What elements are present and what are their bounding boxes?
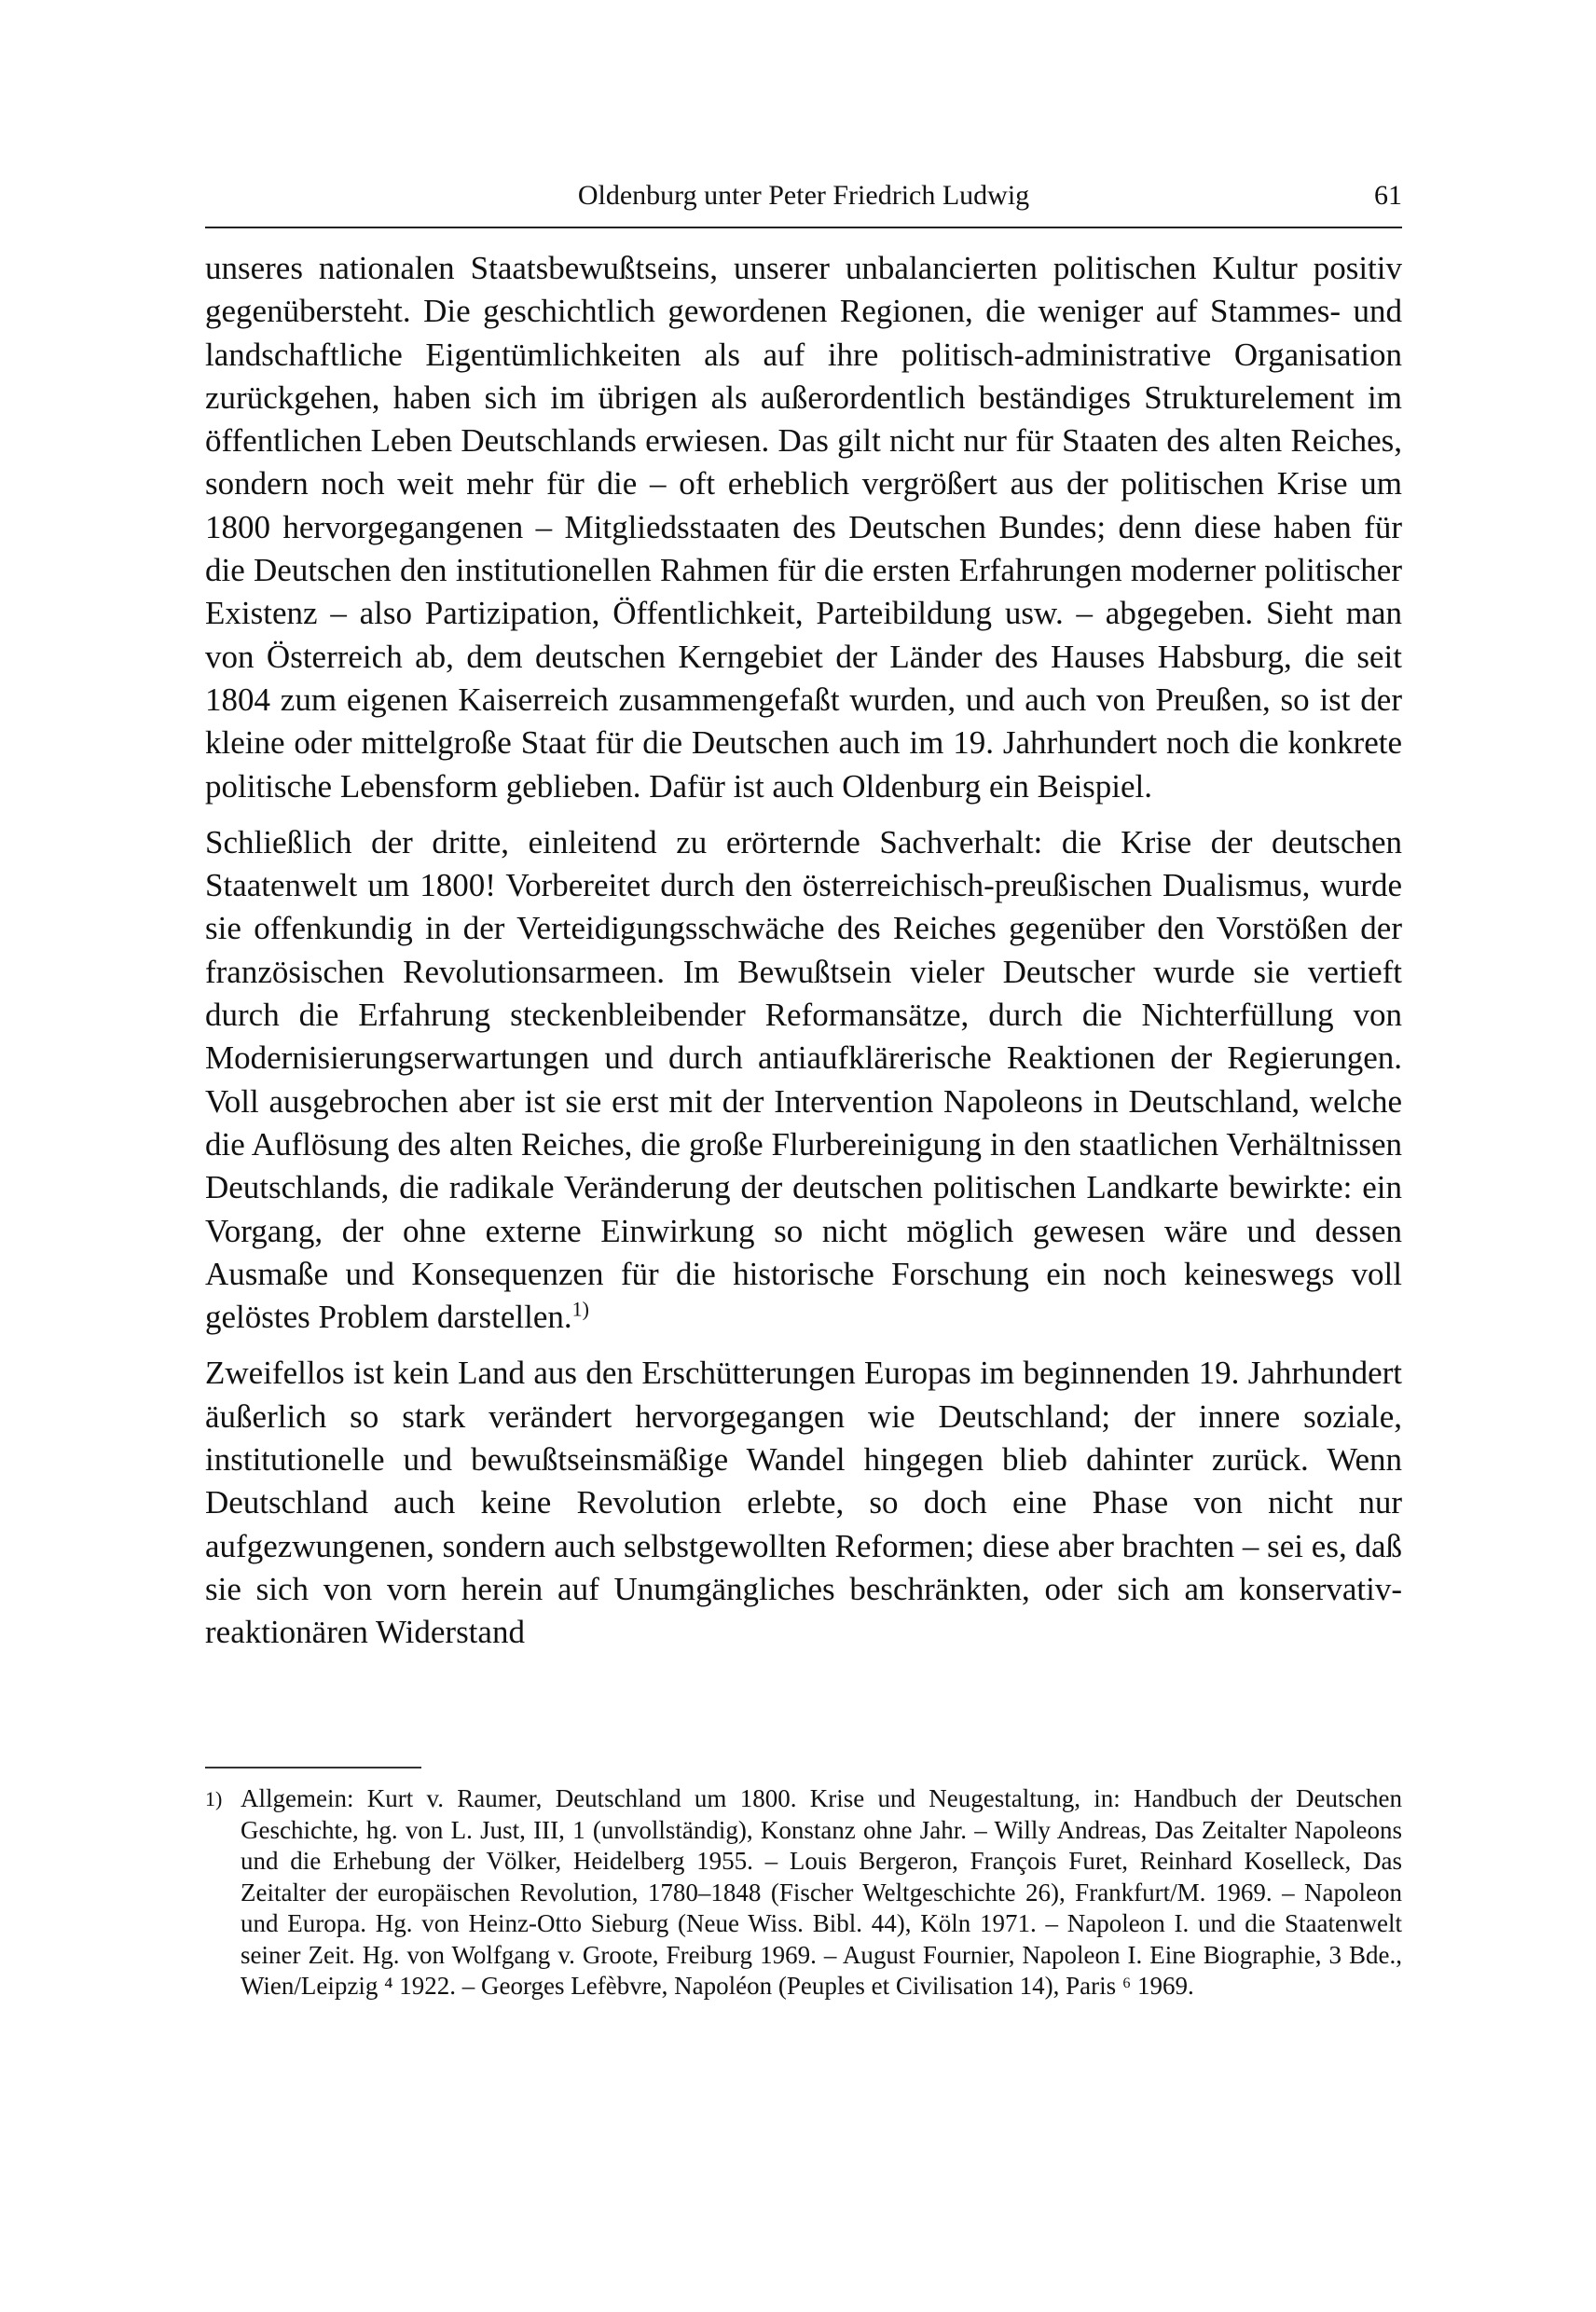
header-rule — [205, 227, 1402, 228]
body-text — [205, 247, 1402, 1668]
running-title: Oldenburg unter Peter Friedrich Ludwig — [577, 180, 1030, 211]
document-page — [205, 0, 1402, 2312]
page-number: 61 — [1374, 180, 1402, 211]
footnote-text: Allgemein: Kurt v. Raumer, Deutschland um 1800. Krise und Neugestaltung, in: Handbuch der Deutschen Geschichte, hg. von L. Just, III, 1 (unvollständig), Konstanz ohne Jahr. – Willy Andreas, Das Zeitalter Napoleons und die Erhebung der Völker, Heidelberg 1955. – Louis Bergeron, François Furet, Reinhard Koselleck, Das Zeitalter der europäischen Revolution, 1780–1848 (Fischer Weltgeschichte 26), Frankfurt/M. 1969. – Napoleon und Europa. Hg. von Heinz-Otto Sieburg (Neue Wiss. Bibl. 44), Köln 1971. – Napoleon I. und die Staatenwelt seiner Zeit. Hg. von Wolfgang v. Groote, Freiburg 1969. – August Fournier, Napoleon I. Eine Biographie, 3 Bde., Wien/Leipzig ⁴ 1922. – Georges Lefèbvre, Napoléon (Peuples et Civilisation 14), Paris ⁶ 1969. — [241, 1784, 1402, 2000]
footnote-1 — [205, 1783, 1402, 2002]
footnote-reference: 1) — [571, 1297, 589, 1321]
paragraph-3: Zweifellos ist kein Land aus den Erschütterungen Europas im beginnenden 19. Jahrhundert äußerlich so stark verändert hervorgegangen wie Deutschland; der innere soziale, institutionelle und bewußtseinsmäßige Wandel hingegen blieb dahinter zurück. Wenn Deutschland auch keine Revolution erlebte, so doch eine Phase von nicht nur aufgezwungenen, sondern auch selbstgewollten Reformen; diese aber brachten – sei es, daß sie sich von vorn herein auf Unumgängliches beschränkten, oder sich am konservativ-reaktionären Widerstand — [205, 1355, 1402, 1651]
paragraph-2 — [205, 821, 1402, 1340]
running-head — [205, 175, 1402, 216]
paragraph-1: unseres nationalen Staatsbewußtseins, unserer unbalancierten politischen Kultur positiv gegenübersteht. Die geschichtlich gewordenen Regionen, die weniger auf Stammes- und landschaftliche Eigentümlichkeiten als auf ihre politisch-administrative Organisation zurückgehen, haben sich im übrigen als außerordentlich beständiges Strukturelement im öffentlichen Leben Deutschlands erwiesen. Das gilt nicht nur für Staaten des alten Reiches, sondern noch weit mehr für die – oft erheblich vergrößert aus der politischen Krise um 1800 hervorgegangenen – Mitgliedsstaaten des Deutschen Bundes; denn diese haben für die Deutschen den institutionellen Rahmen für die ersten Erfahrungen moderner politischer Existenz – also Partizipation, Öffentlichkeit, Parteibildung usw. – abgegeben. Sieht man von Österreich ab, dem deutschen Kerngebiet der Länder des Hauses Habsburg, die seit 1804 zum eigenen Kaiserreich zusammengefaßt wurden, und auch von Preußen, so ist der kleine oder mittelgroße Staat für die Deutschen auch im 19. Jahrhundert noch die konkrete politische Lebensform geblieben. Dafür ist auch Oldenburg ein Beispiel. — [205, 250, 1402, 805]
paragraph-2-text: Schließlich der dritte, einleitend zu erörternde Sachverhalt: die Krise der deutschen Staatenwelt um 1800! Vorbereitet durch den österreichisch-preußischen Dualismus, wurde sie offenkundig in der Verteidigungsschwäche des Reiches gegenüber den Vorstößen der französischen Revolutionsarmeen. Im Bewußtsein vieler Deutscher wurde sie vertieft durch die Erfahrung steckenbleibender Reformansätze, durch die Nichterfüllung von Modernisierungserwartungen und durch antiaufklärerische Reaktionen der Regierungen. Voll ausgebrochen aber ist sie erst mit der Intervention Napoleons in Deutschland, welche die Auflösung des alten Reiches, die große Flurbereinigung in den staatlichen Verhältnissen Deutschlands, die radikale Veränderung der deutschen politischen Landkarte bewirkte: ein Vorgang, der ohne externe Einwirkung so nicht möglich gewesen wäre und dessen Ausmaße und Konsequenzen für die historische Forschung ein noch keineswegs voll gelöstes Problem darstellen. — [205, 823, 1402, 1336]
footnote-rule — [205, 1767, 421, 1768]
footnotes — [205, 1783, 1402, 2002]
footnote-marker: 1) — [205, 1787, 223, 1810]
